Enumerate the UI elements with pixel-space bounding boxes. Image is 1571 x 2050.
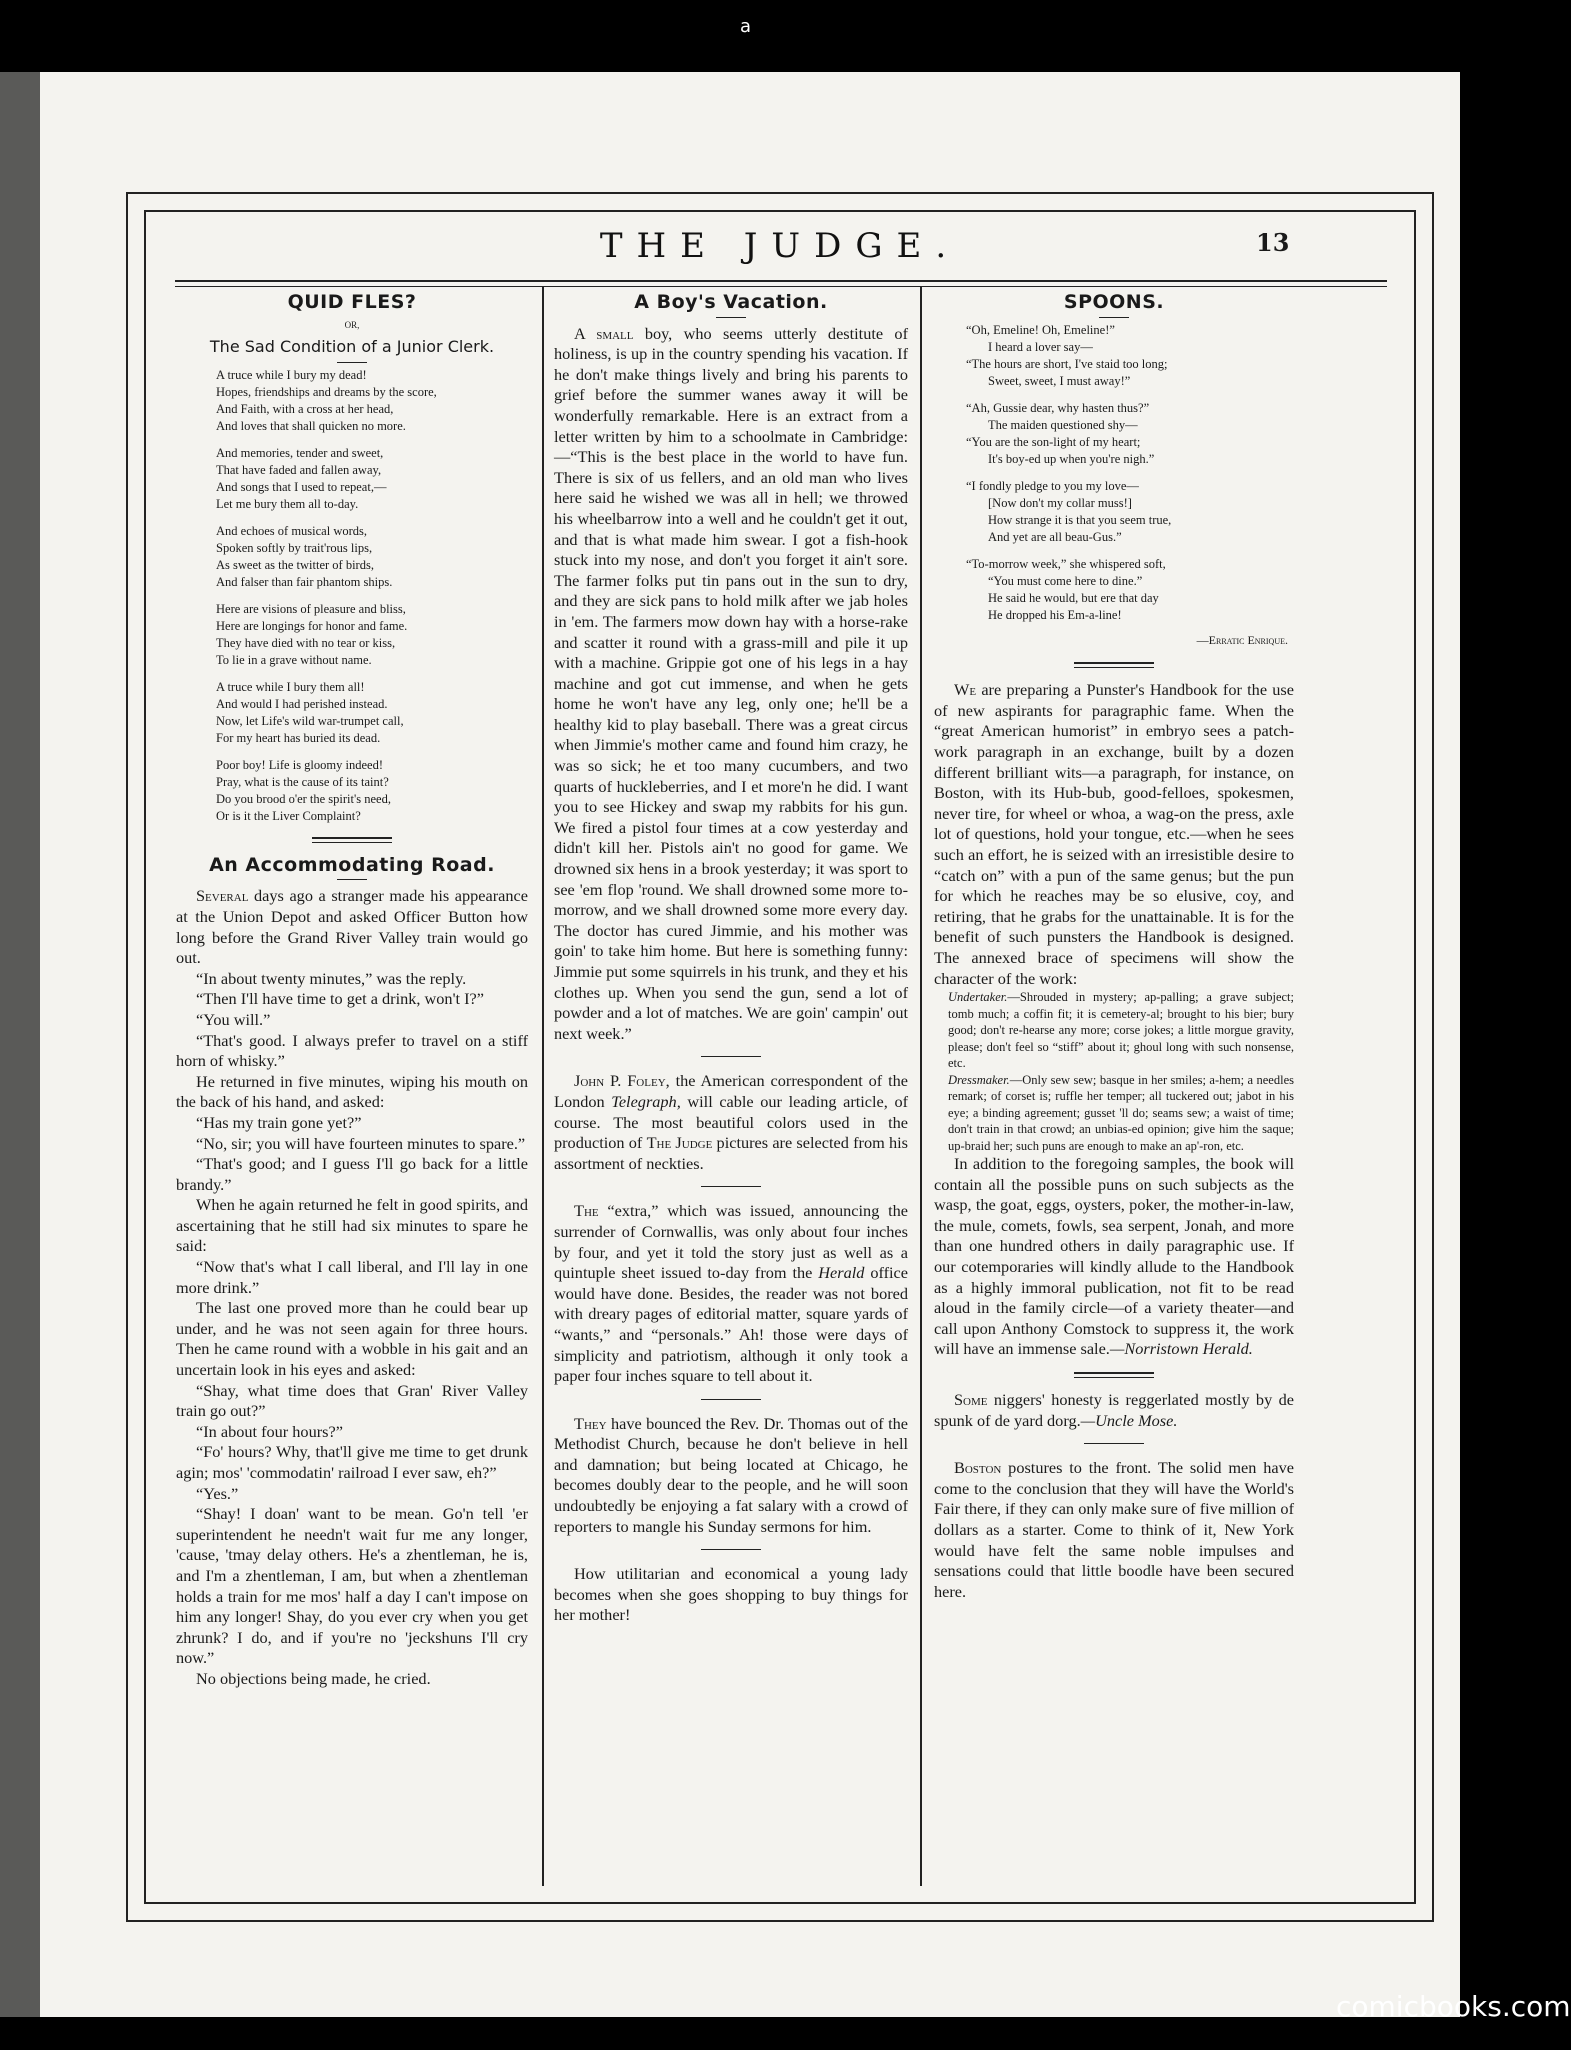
poem-line: Or is it the Liver Complaint? xyxy=(216,808,361,823)
masthead-rule-thin xyxy=(175,286,1387,287)
masthead-rule xyxy=(175,280,1387,282)
poem-line: To lie in a grave without name. xyxy=(216,652,372,667)
section-separator xyxy=(701,1186,761,1187)
poem-line: I heard a lover say— xyxy=(988,339,1093,354)
spoons-poem xyxy=(934,322,1294,624)
poem-line: The maiden questioned shy— xyxy=(988,417,1138,432)
poem-line: He dropped his Em-a-line! xyxy=(988,607,1122,622)
handbook-text: are preparing a Punster's Handbook for the use of new aspirants for paragraphic fame. When the “great American humorist” in embryo sees a patch-work paragraph in an exchange, built by a dozen different brilliant wits—a paragraph, for instance, on Boston, with its Hub-bub, good-felloes, spokesmen, never tire, for wheel or whoa, a wag-on the press, axle lot of questions, hold your tongue, etc.—when he sees such an effort, he is seized with an irresistible desire to “catch on” with a pun of the same genus; but the pun for which he reaches may be so elusive, coy, and retiring, that he grabs for the unattainable. It is for the benefit of such punsters the Handbook is designed. The annexed brace of specimens will show the character of the work: xyxy=(934,680,1294,988)
poem-line: “Oh, Emeline! Oh, Emeline!” xyxy=(966,322,1115,337)
poem-stanza xyxy=(216,679,528,747)
foley-text-3: pictures are selected from his assortment of neckties. xyxy=(554,1133,908,1173)
road-paragraph: “Then I'll have time to get a drink, won't I?” xyxy=(196,989,484,1009)
extra-text-2: office would have done. Besides, the reader was not bored with dreary pages of editorial matter, square yards of “wants,” and “personals.” Ah! those were days of simplicity and patriotism, although it only took a paper four inches square to tell about it. xyxy=(554,1263,908,1386)
section-separator xyxy=(1074,1377,1154,1378)
boys-vacation-text xyxy=(554,324,908,1045)
poem-line: Pray, what is the cause of its taint? xyxy=(216,774,389,789)
short-rule xyxy=(337,362,367,363)
poem-line: And would I had perished instead. xyxy=(216,696,388,711)
column-2 xyxy=(554,292,908,1626)
poem-line: And songs that I used to repeat,— xyxy=(216,479,387,494)
poem-stanza xyxy=(216,523,528,591)
undertaker-label: Undertaker. xyxy=(948,990,1008,1005)
spoons-signature: —Erratic Enrique. xyxy=(1196,632,1288,647)
masthead-title: THE JUDGE. xyxy=(599,226,961,266)
section-separator xyxy=(701,1399,761,1400)
poem-line: And yet are all beau-Gus.” xyxy=(988,529,1122,544)
road-lead: Several xyxy=(196,886,249,906)
herald-title: Herald xyxy=(818,1263,865,1283)
mose-text: niggers' honesty is reggerlated mostly by de spunk of de yard dorg. xyxy=(934,1390,1294,1430)
column-divider-1 xyxy=(542,286,544,1886)
handbook-paragraph xyxy=(934,680,1294,989)
road-paragraph xyxy=(176,886,528,968)
poem-line: A truce while I bury my dead! xyxy=(216,367,367,382)
poem-line: And loves that shall quicken no more. xyxy=(216,418,406,433)
poem-line: “You must come here to dine.” xyxy=(988,573,1143,588)
column-3 xyxy=(934,292,1294,1602)
boston-text: postures to the front. The solid men have come to the conclusion that they will have the World's Fair there, if they can only make sure of five million of dollars as a starter. Come to think of it, New York would have felt the same noble impulses and sensations could that little boodle have been secured here. xyxy=(934,1458,1294,1601)
boys-vacation-heading: A Boy's Vacation. xyxy=(634,291,828,313)
thomas-lead: They xyxy=(574,1413,607,1433)
extra-text-1: “extra,” which was issued, announcing the surrender of Cornwallis, was only about four inches by four, and yet it told the story just as well as a quintuple sheet issued to-day from the xyxy=(554,1201,908,1283)
poem-stanza xyxy=(966,400,1294,468)
extra-paragraph xyxy=(554,1201,908,1386)
mose-lead: Some xyxy=(954,1390,988,1410)
spoons-heading: SPOONS. xyxy=(1063,291,1165,313)
poem-line: Here are visions of pleasure and bliss, xyxy=(216,601,406,616)
poem-line: And falser than fair phantom ships. xyxy=(216,574,393,589)
poem-line: Spoken softly by trait'rous lips, xyxy=(216,540,373,555)
accommodating-road-heading: An Accommodating Road. xyxy=(209,853,495,876)
poem-stanza xyxy=(966,556,1294,624)
section-separator xyxy=(1074,667,1154,668)
poem-line: [Now don't my collar muss!] xyxy=(988,495,1132,510)
dressmaker-entry xyxy=(934,1072,1294,1155)
poem-line: How strange it is that you seem true, xyxy=(988,512,1172,527)
road-paragraph: “Shay, what time does that Gran' River Valley train go out?” xyxy=(176,1380,528,1421)
undertaker-text: —Shrouded in mystery; ap-palling; a grave subject; tomb much; a coffin fit; it is cemetery-al; brought to his bier; bury good; don't re-hearse any more; corse jokes; a little morgue gravity, please; don't feel so “stiff” about it; ghoul long with such nonsense, etc. xyxy=(948,990,1294,1071)
road-paragraph: “Yes.” xyxy=(196,1483,239,1503)
section-separator xyxy=(1074,1372,1154,1374)
poem-line: That have faded and fallen away, xyxy=(216,462,382,477)
judge-name: The Judge xyxy=(646,1133,713,1153)
section-separator xyxy=(701,1549,761,1550)
dressmaker-label: Dressmaker. xyxy=(948,1072,1010,1087)
poem-line: They have died with no tear or kiss, xyxy=(216,635,396,650)
poem-line: And Faith, with a cross at her head, xyxy=(216,401,394,416)
road-paragraph: “Shay! I doan' want to be mean. Go'n tell 'er superintendent he needn't wait fur me any longer, 'cause, 'tmay delay others. He's a zhentleman, he is, and I'm a zhentleman, I am, but when a zhentleman holds a train for me mos' half a day I can't impose on him any longer! Shay, do you ever cry when you get zhrunk? I do, and if you're no 'jeckshuns I'll cry now.” xyxy=(176,1504,528,1668)
poem-stanza xyxy=(216,757,528,825)
poem-line: A truce while I bury them all! xyxy=(216,679,365,694)
thomas-paragraph xyxy=(554,1414,908,1538)
section-separator xyxy=(312,837,392,839)
quid-fles-poem xyxy=(176,367,528,825)
poem-line: “I fondly pledge to you my love— xyxy=(966,478,1139,493)
thomas-text: have bounced the Rev. Dr. Thomas out of the Methodist Church, because he don't believe in hell and damnation; but being located at Chicago, he becomes doubly dear to the people, and he will soon undoubtedly be enjoying a fat salary with a crowd of reporters to mangle his Sunday sermons for him. xyxy=(554,1413,908,1536)
road-paragraph: “That's good; and I guess I'll go back for a little brandy.” xyxy=(176,1154,528,1194)
poem-stanza xyxy=(216,601,528,669)
column-1 xyxy=(176,292,528,1690)
boy-lead: A small xyxy=(574,323,634,343)
foley-lead: John P. Foley, xyxy=(574,1071,670,1091)
poem-stanza xyxy=(966,322,1294,390)
handbook-credit: —Norristown Herald. xyxy=(1109,1339,1253,1359)
foley-text-2: will cable our leading article, of course. The most beautiful colors used in the production of xyxy=(554,1091,909,1153)
poem-line: Sweet, sweet, I must away!” xyxy=(988,373,1131,388)
road-paragraph: No objections being made, he cried. xyxy=(196,1668,431,1688)
road-paragraph: “In about four hours?” xyxy=(196,1421,343,1441)
dressmaker-text: —Only sew sew; basque in her smiles; a-hem; a needles remark; of corset is; ruffle her temper; all tuckered out; jabot in his eye; a binding agreement; gusset 'll do; seams sew; a waist of time; don't train in that crowd; an unbias-ed opinion; give him the saque; up-braid her; such puns are enough to make an ap'-ron, etc. xyxy=(948,1072,1294,1153)
poem-line: Now, let Life's wild war-trumpet call, xyxy=(216,713,404,728)
watermark: comicbooks.com xyxy=(1336,1990,1571,2023)
poem-line: And echoes of musical words, xyxy=(216,523,368,538)
poem-line: Here are longings for honor and fame. xyxy=(216,618,408,633)
boston-lead: Boston xyxy=(954,1458,1002,1478)
utilitarian-paragraph: How utilitarian and economical a young lady becomes when she goes shopping to buy things for her mother! xyxy=(554,1564,908,1625)
poem-line: “Ah, Gussie dear, why hasten thus?” xyxy=(966,400,1150,415)
section-separator xyxy=(1074,662,1154,664)
section-separator xyxy=(701,1056,761,1057)
foley-text-1: the American correspondent of the London xyxy=(554,1071,908,1111)
quid-fles-heading: QUID FLES? xyxy=(287,291,417,313)
adjacent-page-edge xyxy=(0,72,40,2017)
poem-line: “The hours are short, I've staid too long; xyxy=(966,356,1168,371)
road-text: days ago a stranger made his appearance at the Union Depot and asked Officer Button how long before the Grand River Valley train would go out. xyxy=(176,886,528,968)
poem-stanza xyxy=(216,445,528,513)
extra-lead: The xyxy=(574,1201,599,1221)
handbook-after-text: In addition to the foregoing samples, the book will contain all the possible puns on such subjects as the wasp, the goat, eggs, oysters, poker, the mother-in-law, the mule, comets, fowls, sea serpent, Jonah, and more than one hundred others in daily paragraphic use. If our cotemporaries will kindly allude to the Handbook as a highly immoral publication, not fit to be read aloud in the family circle—of a variety theater—and call upon Anthony Comstock to suppress it, the work will have an immense sale. xyxy=(934,1154,1294,1359)
poem-line: And memories, tender and sweet, xyxy=(216,445,384,460)
poem-line: “To-morrow week,” she whispered soft, xyxy=(966,556,1166,571)
road-paragraph: “That's good. I always prefer to travel on a stiff horn of whisky.” xyxy=(176,1030,528,1071)
poem-line: Let me bury them all to-day. xyxy=(216,496,359,511)
poem-line: “You are the son-light of my heart; xyxy=(966,434,1141,449)
telegraph-title: Telegraph, xyxy=(611,1091,681,1111)
road-paragraph: “In about twenty minutes,” was the reply. xyxy=(196,968,467,988)
short-rule xyxy=(337,879,367,880)
short-rule xyxy=(1099,317,1129,318)
mose-paragraph xyxy=(934,1390,1294,1431)
poem-stanza xyxy=(216,367,528,435)
foley-paragraph xyxy=(554,1071,908,1174)
column-divider-2 xyxy=(920,286,922,1886)
road-paragraph: “Now that's what I call liberal, and I'll lay in one more drink.” xyxy=(176,1257,528,1297)
or-label: OR, xyxy=(344,319,360,330)
poem-stanza xyxy=(966,478,1294,546)
poem-line: Do you brood o'er the spirit's need, xyxy=(216,791,391,806)
road-paragraph: The last one proved more than he could bear up under, and he was not seen again for three hours. Then he came round with a wobble in his gait and an uncertain look in his eyes and asked: xyxy=(176,1298,528,1380)
handbook-lead: We xyxy=(954,680,977,700)
handbook-after-paragraph xyxy=(934,1154,1294,1360)
poem-line: Hopes, friendships and dreams by the score, xyxy=(216,384,437,399)
road-dialogue xyxy=(176,969,528,1690)
road-paragraph: He returned in five minutes, wiping his mouth on the back of his hand, and asked: xyxy=(176,1071,528,1112)
top-mark: a xyxy=(740,16,752,37)
poem-line: It's boy-ed up when you're nigh.” xyxy=(988,451,1155,466)
poem-line: For my heart has buried its dead. xyxy=(216,730,381,745)
mose-credit: —Uncle Mose. xyxy=(1080,1410,1178,1430)
road-paragraph: “Fo' hours? Why, that'll give me time to get drunk agin; mos' 'commodatin' railroad I ever saw, eh?” xyxy=(176,1442,528,1482)
short-rule xyxy=(716,317,746,318)
section-separator xyxy=(312,842,392,843)
page-number: 13 xyxy=(1256,228,1290,257)
undertaker-entry xyxy=(934,989,1294,1072)
road-paragraph: “You will.” xyxy=(196,1009,271,1029)
road-paragraph: “No, sir; you will have fourteen minutes to spare.” xyxy=(196,1133,526,1153)
section-separator xyxy=(1084,1443,1144,1444)
poem-line: He said he would, but ere that day xyxy=(988,590,1159,605)
quid-fles-subtitle: The Sad Condition of a Junior Clerk. xyxy=(209,337,495,357)
boston-paragraph xyxy=(934,1458,1294,1602)
boy-body: boy, who seems utterly destitute of holiness, is up in the country spending his vacation. If he don't make things lively and bring his parents to grief before the summer wanes away it will be wonderfully remarkable. Here is an extract from a letter written by him to a schoolmate in Cambridge:—“This is the best place in the world to have fun. There is six of us fellers, and an old man who lives here said he wished we was all in hell; we throwed his wheelbarrow into a well and he couldn't get it out, and that is what made him swear. I got a fish-hook stuck into my nose, and don't you forget it ain't sore. The farmer folks put tin pans out in the sun to dry, and they are sick pans to hold milk after we jab holes in 'em. The farmers mow down hay with a horse-rake and scatter it round with a grass-mill and pile it up with a machine. Grippie got one of his legs in a hay machine and got cut immense, and when he gets home he won't have any leg, only one; he'll be a healthy kid to play baseball. There was a great circus when Jimmie's mother came and found him crazy, he was so sick; he et too many cucumbers, and two quarts of huckleberries, and I et more'n he did. I want you to see Hickey and swap my rabbits for his gun. We fired a pistol four times at a cow yesterday and didn't kill her. Pistols ain't no good for game. We drowned six hens in a brook yesterday; it was sport to see 'em flop 'round. We shall drowned some more to-morrow, and we shall drowned some more every day. The doctor has cured Jimmie, and his mother was goin' to take him home. But here is something funny: Jimmie put some squirrels in his trunk, and they et his clothes up. When you send the gun, send a lot of powder and a lot of matches. We are goin' campin' out next week.” xyxy=(554,323,908,1043)
poem-line: Poor boy! Life is gloomy indeed! xyxy=(216,757,383,772)
road-paragraph: “Has my train gone yet?” xyxy=(196,1112,362,1132)
road-paragraph: When he again returned he felt in good spirits, and ascertaining that he still had six minutes to spare he said: xyxy=(176,1195,528,1256)
poem-line: As sweet as the twitter of birds, xyxy=(216,557,374,572)
